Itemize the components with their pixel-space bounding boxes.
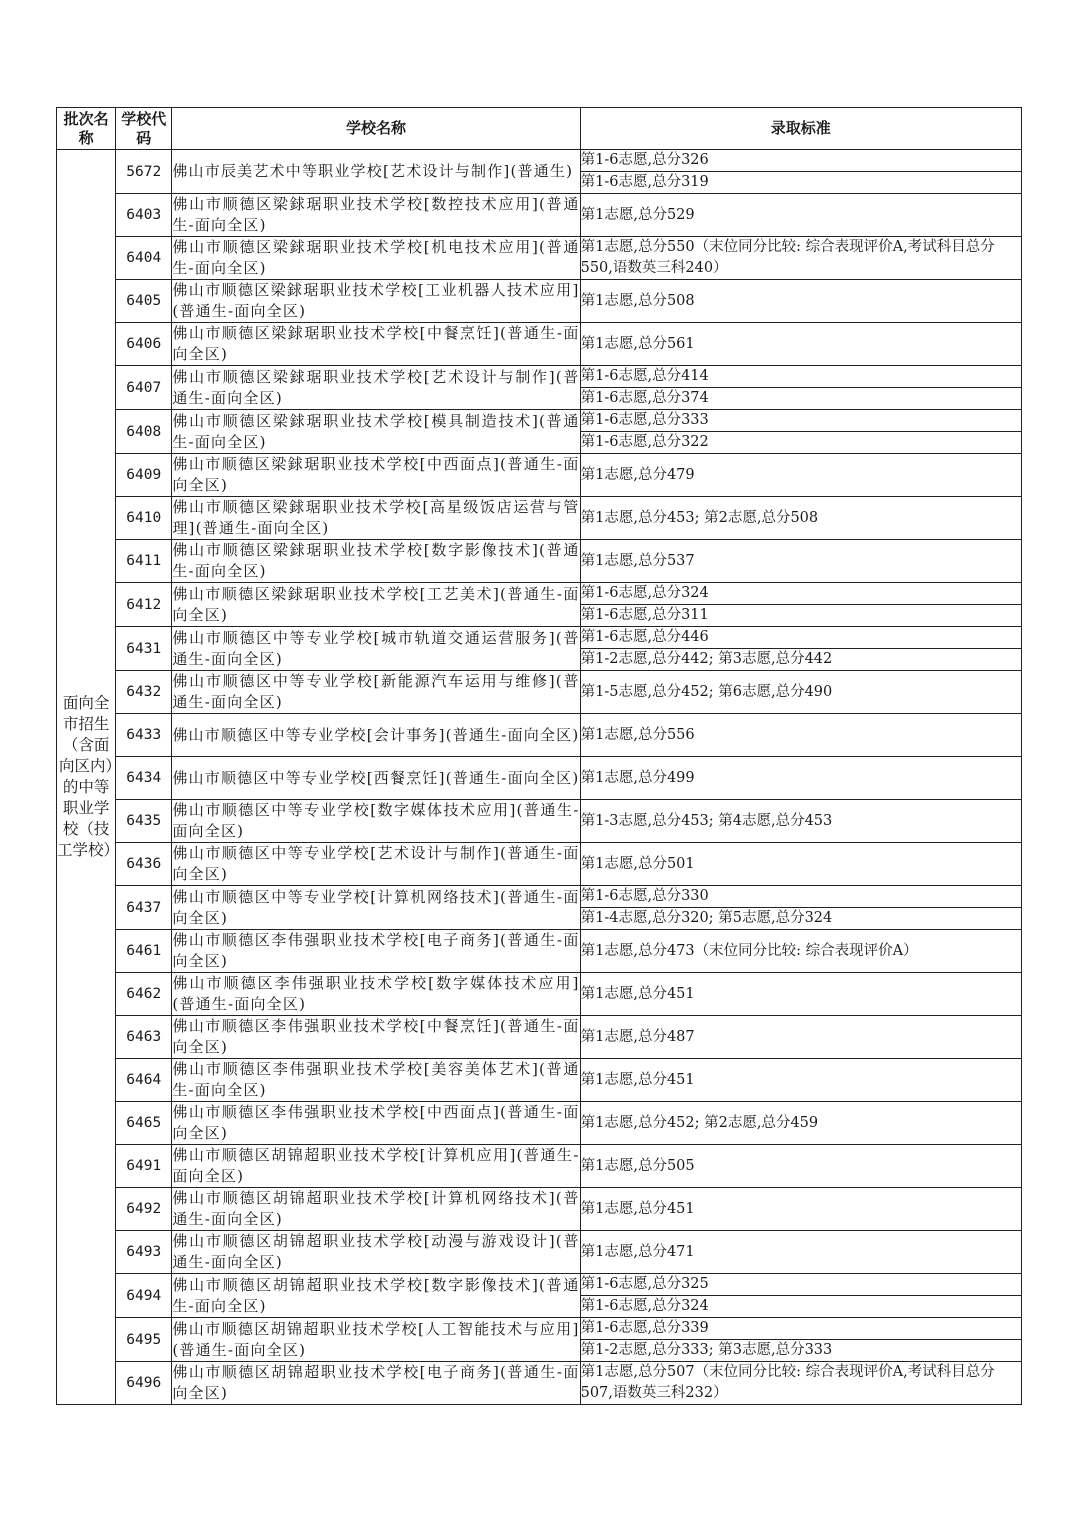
school-name-cell: 佛山市顺德区梁銶琚职业技术学校[工业机器人技术应用](普通生-面向全区) — [172, 280, 580, 323]
school-name-cell: 佛山市顺德区梁銶琚职业技术学校[中餐烹饪](普通生-面向全区) — [172, 323, 580, 366]
school-code-cell: 6493 — [116, 1231, 172, 1274]
school-name-cell: 佛山市顺德区中等专业学校[会计事务](普通生-面向全区) — [172, 714, 580, 757]
standard-line: 第1志愿,总分505 — [580, 1157, 695, 1174]
school-code-cell: 6406 — [116, 323, 172, 366]
table-row — [57, 194, 1022, 237]
school-code-cell: 6403 — [116, 194, 172, 237]
school-name-cell: 佛山市顺德区中等专业学校[城市轨道交通运营服务](普通生-面向全区) — [172, 627, 580, 671]
admission-standard-cell — [580, 714, 1021, 757]
school-name-cell: 佛山市顺德区胡锦超职业技术学校[数字影像技术](普通生-面向全区) — [172, 1274, 580, 1318]
school-name-cell: 佛山市顺德区中等专业学校[计算机网络技术](普通生-面向全区) — [172, 886, 580, 930]
standard-line: 第1-6志愿,总分325 — [581, 1274, 1021, 1296]
standard-line: 第1志愿,总分499 — [580, 769, 695, 786]
admission-standard-cell — [580, 930, 1021, 973]
standard-line: 第1志愿,总分453; 第2志愿,总分508 — [580, 509, 819, 526]
table-row — [57, 237, 1022, 280]
standard-line: 第1志愿,总分473（末位同分比较: 综合表现评价A） — [580, 942, 918, 959]
table-row — [57, 1362, 1022, 1405]
school-code-cell: 6405 — [116, 280, 172, 323]
admission-standard-cell — [580, 757, 1021, 800]
header-std: 录取标准 — [580, 108, 1021, 150]
school-code-cell: 6435 — [116, 800, 172, 843]
school-name-cell: 佛山市顺德区胡锦超职业技术学校[人工智能技术与应用](普通生-面向全区) — [172, 1318, 580, 1362]
school-code-cell: 6491 — [116, 1145, 172, 1188]
school-name-cell: 佛山市顺德区李伟强职业技术学校[数字媒体技术应用](普通生-面向全区) — [172, 973, 580, 1016]
header-batch: 批次名称 — [57, 108, 116, 150]
table-row — [57, 1059, 1022, 1102]
admission-standard-cell — [580, 323, 1021, 366]
admission-standard-cell — [580, 194, 1021, 237]
admission-standard-cell — [580, 800, 1021, 843]
school-name-cell: 佛山市顺德区李伟强职业技术学校[中餐烹饪](普通生-面向全区) — [172, 1016, 580, 1059]
standard-line: 第1-6志愿,总分374 — [580, 390, 709, 406]
school-name-cell: 佛山市顺德区梁銶琚职业技术学校[数控技术应用](普通生-面向全区) — [172, 194, 580, 237]
school-name-cell: 佛山市顺德区中等专业学校[数字媒体技术应用](普通生-面向全区) — [172, 800, 580, 843]
standard-line: 第1志愿,总分451 — [580, 1071, 695, 1088]
table-row — [57, 1016, 1022, 1059]
table-row — [57, 973, 1022, 1016]
standard-line: 第1志愿,总分556 — [580, 726, 695, 743]
admission-standard-cell — [580, 1188, 1021, 1231]
standard-line: 第1-6志愿,总分324 — [581, 583, 1021, 605]
table-row — [57, 366, 1022, 410]
admission-standard-cell — [580, 973, 1021, 1016]
school-code-cell: 6410 — [116, 497, 172, 540]
table-row — [57, 627, 1022, 671]
admission-standard-cell — [580, 1016, 1021, 1059]
standard-line: 第1-6志愿,总分333 — [581, 410, 1021, 432]
admission-standard-cell — [580, 540, 1021, 583]
table-row — [57, 323, 1022, 366]
school-code-cell: 6432 — [116, 671, 172, 714]
table-row — [57, 410, 1022, 454]
standard-line: 第1-6志愿,总分414 — [581, 366, 1021, 388]
school-code-cell: 6496 — [116, 1362, 172, 1405]
school-name-cell: 佛山市顺德区中等专业学校[新能源汽车运用与维修](普通生-面向全区) — [172, 671, 580, 714]
school-code-cell: 6461 — [116, 930, 172, 973]
school-name-cell: 佛山市顺德区胡锦超职业技术学校[电子商务](普通生-面向全区) — [172, 1362, 580, 1405]
standard-line: 第1-6志愿,总分339 — [581, 1318, 1021, 1340]
table-row — [57, 1274, 1022, 1318]
school-name-cell: 佛山市顺德区梁銶琚职业技术学校[模具制造技术](普通生-面向全区) — [172, 410, 580, 454]
standard-line: 第1-4志愿,总分320; 第5志愿,总分324 — [580, 910, 833, 926]
table-row — [57, 757, 1022, 800]
school-code-cell: 6465 — [116, 1102, 172, 1145]
school-name-cell: 佛山市顺德区梁銶琚职业技术学校[中西面点](普通生-面向全区) — [172, 454, 580, 497]
table-row — [57, 843, 1022, 886]
school-code-cell: 6433 — [116, 714, 172, 757]
table-row — [57, 671, 1022, 714]
school-name-cell: 佛山市顺德区李伟强职业技术学校[美容美体艺术](普通生-面向全区) — [172, 1059, 580, 1102]
school-code-cell: 6463 — [116, 1016, 172, 1059]
school-name-cell: 佛山市顺德区梁銶琚职业技术学校[数字影像技术](普通生-面向全区) — [172, 540, 580, 583]
school-code-cell: 6464 — [116, 1059, 172, 1102]
table-row — [57, 714, 1022, 757]
admission-standard-cell — [580, 1102, 1021, 1145]
admission-standard-cell — [580, 671, 1021, 714]
table-row — [57, 1318, 1022, 1362]
table-row — [57, 1145, 1022, 1188]
school-name-cell: 佛山市顺德区李伟强职业技术学校[电子商务](普通生-面向全区) — [172, 930, 580, 973]
school-code-cell: 5672 — [116, 150, 172, 194]
standard-line: 第1-6志愿,总分324 — [580, 1298, 709, 1314]
standard-line: 第1志愿,总分487 — [580, 1028, 695, 1045]
table-row — [57, 886, 1022, 930]
admission-standard-cell — [580, 1145, 1021, 1188]
standard-line: 第1-6志愿,总分311 — [580, 607, 709, 623]
admission-standard-cell — [580, 1274, 1021, 1318]
school-name-cell: 佛山市顺德区胡锦超职业技术学校[动漫与游戏设计](普通生-面向全区) — [172, 1231, 580, 1274]
admission-standard-cell — [580, 366, 1021, 410]
standard-line: 第1志愿,总分508 — [580, 292, 695, 309]
standard-line: 第1志愿,总分452; 第2志愿,总分459 — [580, 1114, 819, 1131]
school-name-cell: 佛山市顺德区梁銶琚职业技术学校[工艺美术](普通生-面向全区) — [172, 583, 580, 627]
table-row — [57, 280, 1022, 323]
standard-line: 第1志愿,总分529 — [580, 206, 695, 223]
admission-standard-cell — [580, 1231, 1021, 1274]
school-code-cell: 6462 — [116, 973, 172, 1016]
table-row — [57, 540, 1022, 583]
school-code-cell: 6412 — [116, 583, 172, 627]
school-code-cell: 6495 — [116, 1318, 172, 1362]
table-row — [57, 497, 1022, 540]
school-name-cell: 佛山市顺德区胡锦超职业技术学校[计算机应用](普通生-面向全区) — [172, 1145, 580, 1188]
school-code-cell: 6437 — [116, 886, 172, 930]
table-row — [57, 583, 1022, 627]
admission-standard-cell — [580, 410, 1021, 454]
standard-line: 第1志愿,总分537 — [580, 552, 695, 569]
school-name-cell: 佛山市顺德区中等专业学校[西餐烹饪](普通生-面向全区) — [172, 757, 580, 800]
standard-line: 第1志愿,总分507（末位同分比较: 综合表现评价A,考试科目总分507,语数英三科232） — [580, 1364, 995, 1401]
header-code: 学校代码 — [116, 108, 172, 150]
school-code-cell: 6431 — [116, 627, 172, 671]
admission-standard-cell — [580, 1362, 1021, 1405]
school-name-cell: 佛山市顺德区李伟强职业技术学校[中西面点](普通生-面向全区) — [172, 1102, 580, 1145]
standard-line: 第1-6志愿,总分319 — [580, 174, 709, 190]
standard-line: 第1-6志愿,总分446 — [581, 627, 1021, 649]
standard-line: 第1志愿,总分451 — [580, 1200, 695, 1217]
school-code-cell: 6404 — [116, 237, 172, 280]
table-row — [57, 454, 1022, 497]
admission-standard-cell — [580, 150, 1021, 194]
header-name: 学校名称 — [172, 108, 580, 150]
table-row — [57, 1188, 1022, 1231]
standard-line: 第1志愿,总分479 — [580, 466, 695, 483]
school-name-cell: 佛山市辰美艺术中等职业学校[艺术设计与制作](普通生) — [172, 150, 580, 194]
admission-standard-cell — [580, 497, 1021, 540]
school-code-cell: 6436 — [116, 843, 172, 886]
table-row — [57, 800, 1022, 843]
school-name-cell: 佛山市顺德区胡锦超职业技术学校[计算机网络技术](普通生-面向全区) — [172, 1188, 580, 1231]
admission-standard-cell — [580, 1059, 1021, 1102]
school-name-cell: 佛山市顺德区梁銶琚职业技术学校[机电技术应用](普通生-面向全区) — [172, 237, 580, 280]
school-name-cell: 佛山市顺德区梁銶琚职业技术学校[高星级饭店运营与管理](普通生-面向全区) — [172, 497, 580, 540]
school-code-cell: 6409 — [116, 454, 172, 497]
standard-line: 第1志愿,总分471 — [580, 1243, 695, 1260]
school-name-cell: 佛山市顺德区梁銶琚职业技术学校[艺术设计与制作](普通生-面向全区) — [172, 366, 580, 410]
admission-table — [56, 107, 1022, 1405]
standard-line: 第1志愿,总分550（末位同分比较: 综合表现评价A,考试科目总分550,语数英三科240） — [580, 239, 995, 276]
admission-standard-cell — [580, 627, 1021, 671]
standard-line: 第1-6志愿,总分322 — [580, 434, 709, 450]
header-row — [57, 108, 1022, 150]
standard-line: 第1志愿,总分451 — [580, 985, 695, 1002]
school-name-cell: 佛山市顺德区中等专业学校[艺术设计与制作](普通生-面向全区) — [172, 843, 580, 886]
school-code-cell: 6492 — [116, 1188, 172, 1231]
batch-cell: 面向全市招生（含面向区内）的中等职业学校（技工学校） — [57, 150, 116, 1405]
standard-line: 第1志愿,总分501 — [580, 855, 695, 872]
school-code-cell: 6434 — [116, 757, 172, 800]
table-row — [57, 1102, 1022, 1145]
admission-standard-cell — [580, 1318, 1021, 1362]
admission-standard-cell — [580, 237, 1021, 280]
standard-line: 第1-2志愿,总分442; 第3志愿,总分442 — [580, 651, 833, 667]
standard-line: 第1-5志愿,总分452; 第6志愿,总分490 — [580, 683, 833, 700]
table-row — [57, 930, 1022, 973]
table-row — [57, 150, 1022, 194]
admission-standard-cell — [580, 886, 1021, 930]
admission-standard-cell — [580, 454, 1021, 497]
table-row — [57, 1231, 1022, 1274]
school-code-cell: 6494 — [116, 1274, 172, 1318]
standard-line: 第1志愿,总分561 — [580, 335, 695, 352]
school-code-cell: 6407 — [116, 366, 172, 410]
standard-line: 第1-6志愿,总分326 — [581, 150, 1021, 172]
admission-standard-cell — [580, 843, 1021, 886]
school-code-cell: 6411 — [116, 540, 172, 583]
standard-line: 第1-3志愿,总分453; 第4志愿,总分453 — [580, 812, 833, 829]
admission-standard-cell — [580, 280, 1021, 323]
standard-line: 第1-6志愿,总分330 — [581, 886, 1021, 908]
school-code-cell: 6408 — [116, 410, 172, 454]
admission-standard-cell — [580, 583, 1021, 627]
standard-line: 第1-2志愿,总分333; 第3志愿,总分333 — [580, 1342, 833, 1358]
